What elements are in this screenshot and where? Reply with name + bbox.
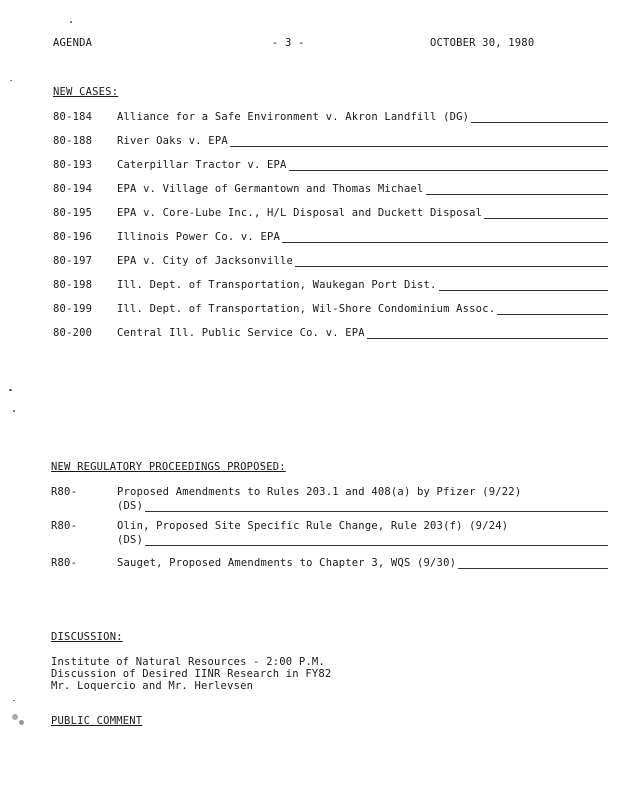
proceeding-number: R80- <box>51 557 78 569</box>
case-row <box>53 231 608 245</box>
case-number: 80-199 <box>53 303 93 315</box>
scan-speck <box>12 714 18 720</box>
blank-line <box>282 232 608 243</box>
blank-line <box>497 304 608 315</box>
discussion-line: Mr. Loquercio and Mr. Herlevsen <box>51 680 254 692</box>
case-number: 80-197 <box>53 255 93 267</box>
case-row <box>53 111 608 125</box>
blank-line <box>289 160 608 171</box>
case-row <box>53 183 608 197</box>
case-title: Central Ill. Public Service Co. v. EPA <box>117 327 365 339</box>
blank-line <box>145 536 608 546</box>
blank-line <box>145 502 608 512</box>
case-number: 80-195 <box>53 207 93 219</box>
case-title: EPA v. Core-Lube Inc., H/L Disposal and Duckett Disposal <box>117 207 483 219</box>
case-title: Caterpillar Tractor v. EPA <box>117 159 287 171</box>
discussion-line: Discussion of Desired IINR Research in FY82 <box>51 668 332 680</box>
case-title: EPA v. City of Jacksonville <box>117 255 294 267</box>
case-row <box>53 303 608 317</box>
blank-line <box>471 112 608 123</box>
proceeding-number: R80- <box>51 520 78 532</box>
case-title: Ill. Dept. of Transportation, Waukegan Port Dist. <box>117 279 437 291</box>
scan-speck <box>13 410 15 412</box>
discussion-line: Institute of Natural Resources - 2:00 P.M. <box>51 656 325 668</box>
proceeding-title: Olin, Proposed Site Specific Rule Change, Rule 203(f) (9/24) <box>117 520 509 532</box>
case-number: 80-188 <box>53 135 93 147</box>
case-title: Alliance for a Safe Environment v. Akron Landfill (DG) <box>117 111 470 123</box>
case-row <box>53 279 608 293</box>
scan-speck <box>13 700 15 701</box>
case-row <box>53 327 608 341</box>
blank-line <box>484 208 608 219</box>
proceeding-staff: (DS) <box>117 500 144 512</box>
case-row <box>53 207 608 221</box>
proceeding-staff: (DS) <box>117 534 144 546</box>
case-row <box>53 159 608 173</box>
blank-line <box>230 136 608 147</box>
case-title: River Oaks v. EPA <box>117 135 228 147</box>
case-row <box>53 255 608 269</box>
scan-speck <box>9 389 12 391</box>
case-title: EPA v. Village of Germantown and Thomas Michael <box>117 183 424 195</box>
blank-line <box>426 184 608 195</box>
case-number: 80-200 <box>53 327 93 339</box>
case-number: 80-194 <box>53 183 93 195</box>
case-title: Ill. Dept. of Transportation, Wil-Shore Condominium Assoc. <box>117 303 496 315</box>
case-title: Illinois Power Co. v. EPA <box>117 231 281 243</box>
header-left: AGENDA <box>53 37 93 49</box>
blank-line <box>295 256 608 267</box>
blank-line <box>439 280 608 291</box>
proceeding-title: Proposed Amendments to Rules 203.1 and 408(a) by Pfizer (9/22) <box>117 486 522 498</box>
case-number: 80-193 <box>53 159 93 171</box>
case-number: 80-184 <box>53 111 93 123</box>
scan-speck <box>10 80 12 81</box>
case-number: 80-198 <box>53 279 93 291</box>
case-row <box>53 135 608 149</box>
new-cases-heading: NEW CASES: <box>53 86 119 98</box>
case-number: 80-196 <box>53 231 93 243</box>
discussion-heading: DISCUSSION: <box>51 631 123 643</box>
proceeding-title: Sauget, Proposed Amendments to Chapter 3, WQS (9/30) <box>117 557 457 569</box>
blank-line <box>367 328 608 339</box>
scan-speck <box>70 21 72 23</box>
public-comment-heading: PUBLIC COMMENT <box>51 715 143 727</box>
blank-line <box>458 558 608 569</box>
proceeding-number: R80- <box>51 486 78 498</box>
scan-speck <box>19 720 24 725</box>
header-date: OCTOBER 30, 1980 <box>430 37 535 49</box>
page-number: - 3 - <box>272 37 305 49</box>
regulatory-heading: NEW REGULATORY PROCEEDINGS PROPOSED: <box>51 461 286 473</box>
